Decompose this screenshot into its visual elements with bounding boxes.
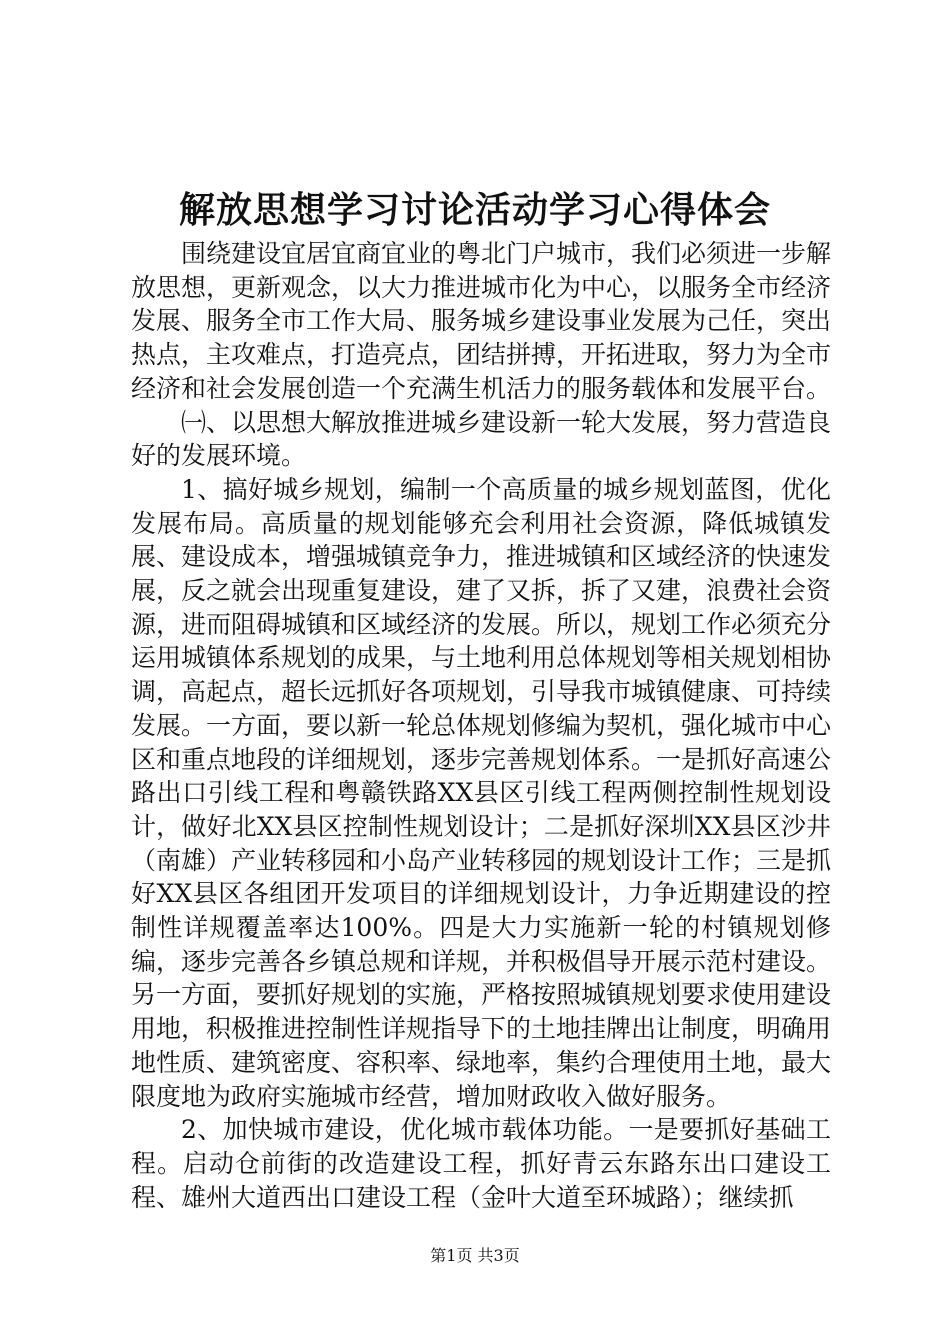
paragraph-section-heading: ㈠、以思想大解放推进城乡建设新一轮大发展，努力营造良好的发展环境。 — [131, 407, 832, 471]
page-footer: 第1页 共3页 — [430, 1246, 520, 1265]
paragraph-construction: 2、加快城市建设，优化城市载体功能。一是要抓好基础工程。启动仓前街的改造建设工程，抓好青云东路东出口建设工程、雄州大道西出口建设工程（金叶大道至环城路）；继续抓 — [131, 1115, 831, 1212]
document-body — [131, 237, 831, 1214]
paragraph-planning: 1、搞好城乡规划，编制一个高质量的城乡规划蓝图，优化发展布局。高质量的规划能够充会利用社会资源，降低城镇发展、建设成本，增强城镇竞争力，推进城镇和区域经济的快速发展，反之就会出现重复建设，建了又拆，拆了又建，浪费社会资源，进而阻碍城镇和区域经济的发展。所以，规划工作必须充分运用城镇体系规划的成果，与土地利用总体规划等相关规划相协调，高起点，超长远抓好各项规划，引导我市城镇健康、可持续发展。一方面，要以新一轮总体规划修编为契机，强化城市中心区和重点地段的详细规划，逐步完善规划体系。一是抓好高速公路出口引线工程和粤赣铁路XX县区引线工程两侧控制性规划设计，做好北XX县区控制性规划设计；二是抓好深圳XX县区沙井（南雄）产业转移园和小岛产业转移园的规划设计工作；三是抓好XX县区各组团开发项目的详细规划设计，力争近期建设的控制性详规覆盖率达100%。四是大力实施新一轮的村镇规划修编，逐步完善各乡镇总规和详规，并积极倡导开展示范村建设。另一方面，要抓好规划的实施，严格按照城镇规划要求使用建设用地，积极推进控制性详规指导下的土地挂牌出让制度，明确用地性质、建筑密度、容积率、绿地率，集约合理使用土地，最大限度地为政府实施城市经营，增加财政收入做好服务。 — [131, 474, 832, 1111]
paragraph-intro: 围绕建设宜居宜商宜业的粤北门户城市，我们必须进一步解放思想，更新观念，以大力推进城市化为中心，以服务全市经济发展、服务全市工作大局、服务城乡建设事业发展为己任，突出热点，主攻难点，打造亮点，团结拼搏，开拓进取，努力为全市经济和社会发展创造一个充满生机活力的服务载体和发展平台。 — [131, 239, 832, 403]
document-title: 解放思想学习讨论活动学习心得体会 — [178, 189, 771, 231]
